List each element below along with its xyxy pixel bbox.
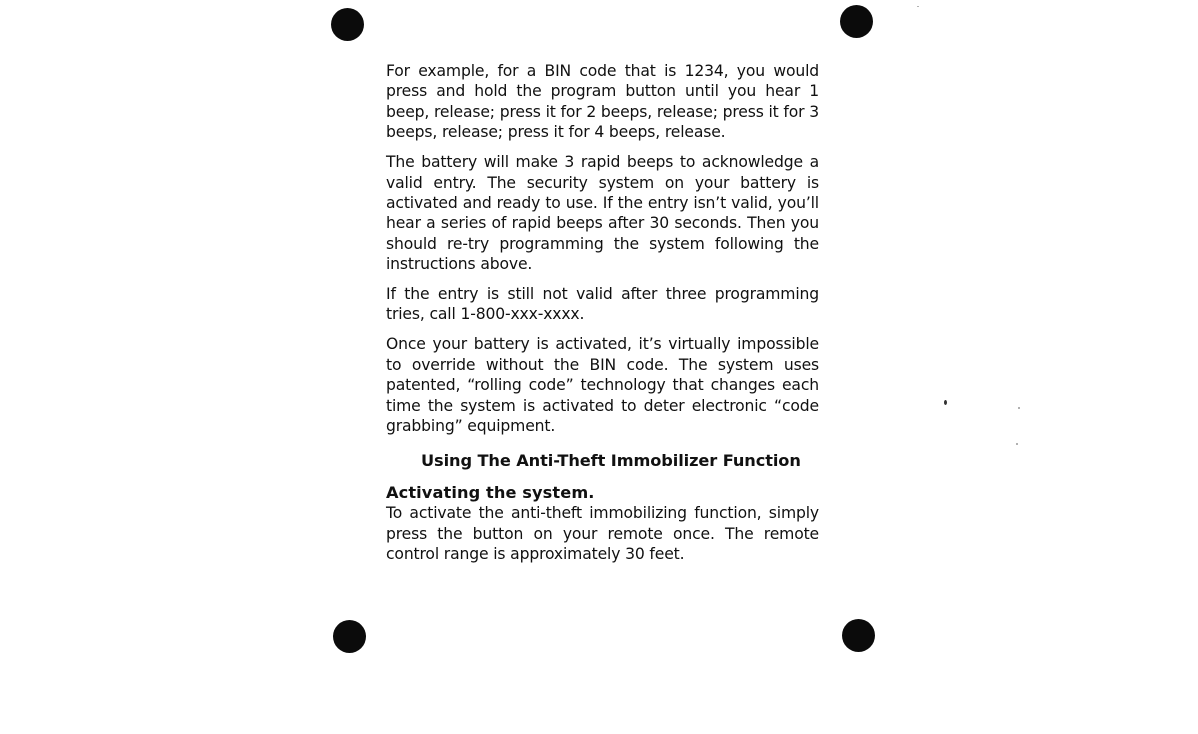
paragraph-rolling-code: Once your battery is activated, it’s virtually impossible to override without the BIN code. The system uses patented, “rolling code” technology that changes each time the system is activated to deter electronic “code grabbing” equipment. [386,335,819,435]
paragraph-still-invalid: If the entry is still not valid after three programming tries, call 1-800-xxx-xxxx. [386,285,819,324]
registration-dot-bottom-right [842,619,875,652]
paragraph-bin-example: For example, for a BIN code that is 1234, you would press and hold the program button until you hear 1 beep, release; press it for 2 beeps, release; press it for 3 beeps, release; press it for 4 beeps, release. [386,62,820,142]
section-heading: Using The Anti-Theft Immobilizer Function [421,451,801,471]
registration-dot-top-right [840,5,873,38]
scan-speck [1016,443,1018,445]
document-body [386,61,819,574]
registration-dot-top-left [331,8,364,41]
paragraph-valid-entry: The battery will make 3 rapid beeps to acknowledge a valid entry. The security system on your battery is activated and ready to use. If the entry isn’t valid, you’ll hear a series of rapid beeps after 30 seconds. Then you should re-try programming the system following the instructions above. [386,153,819,274]
registration-dot-bottom-left [333,620,366,653]
scan-speck [944,400,947,405]
sub-heading: Activating the system. [386,483,595,503]
paragraph-activate: To activate the anti-theft immobilizing function, simply press the button on your remote once. The remote control range is approximately 30 feet. [386,504,819,564]
scan-speck [1018,407,1020,409]
scan-speck [917,6,919,7]
